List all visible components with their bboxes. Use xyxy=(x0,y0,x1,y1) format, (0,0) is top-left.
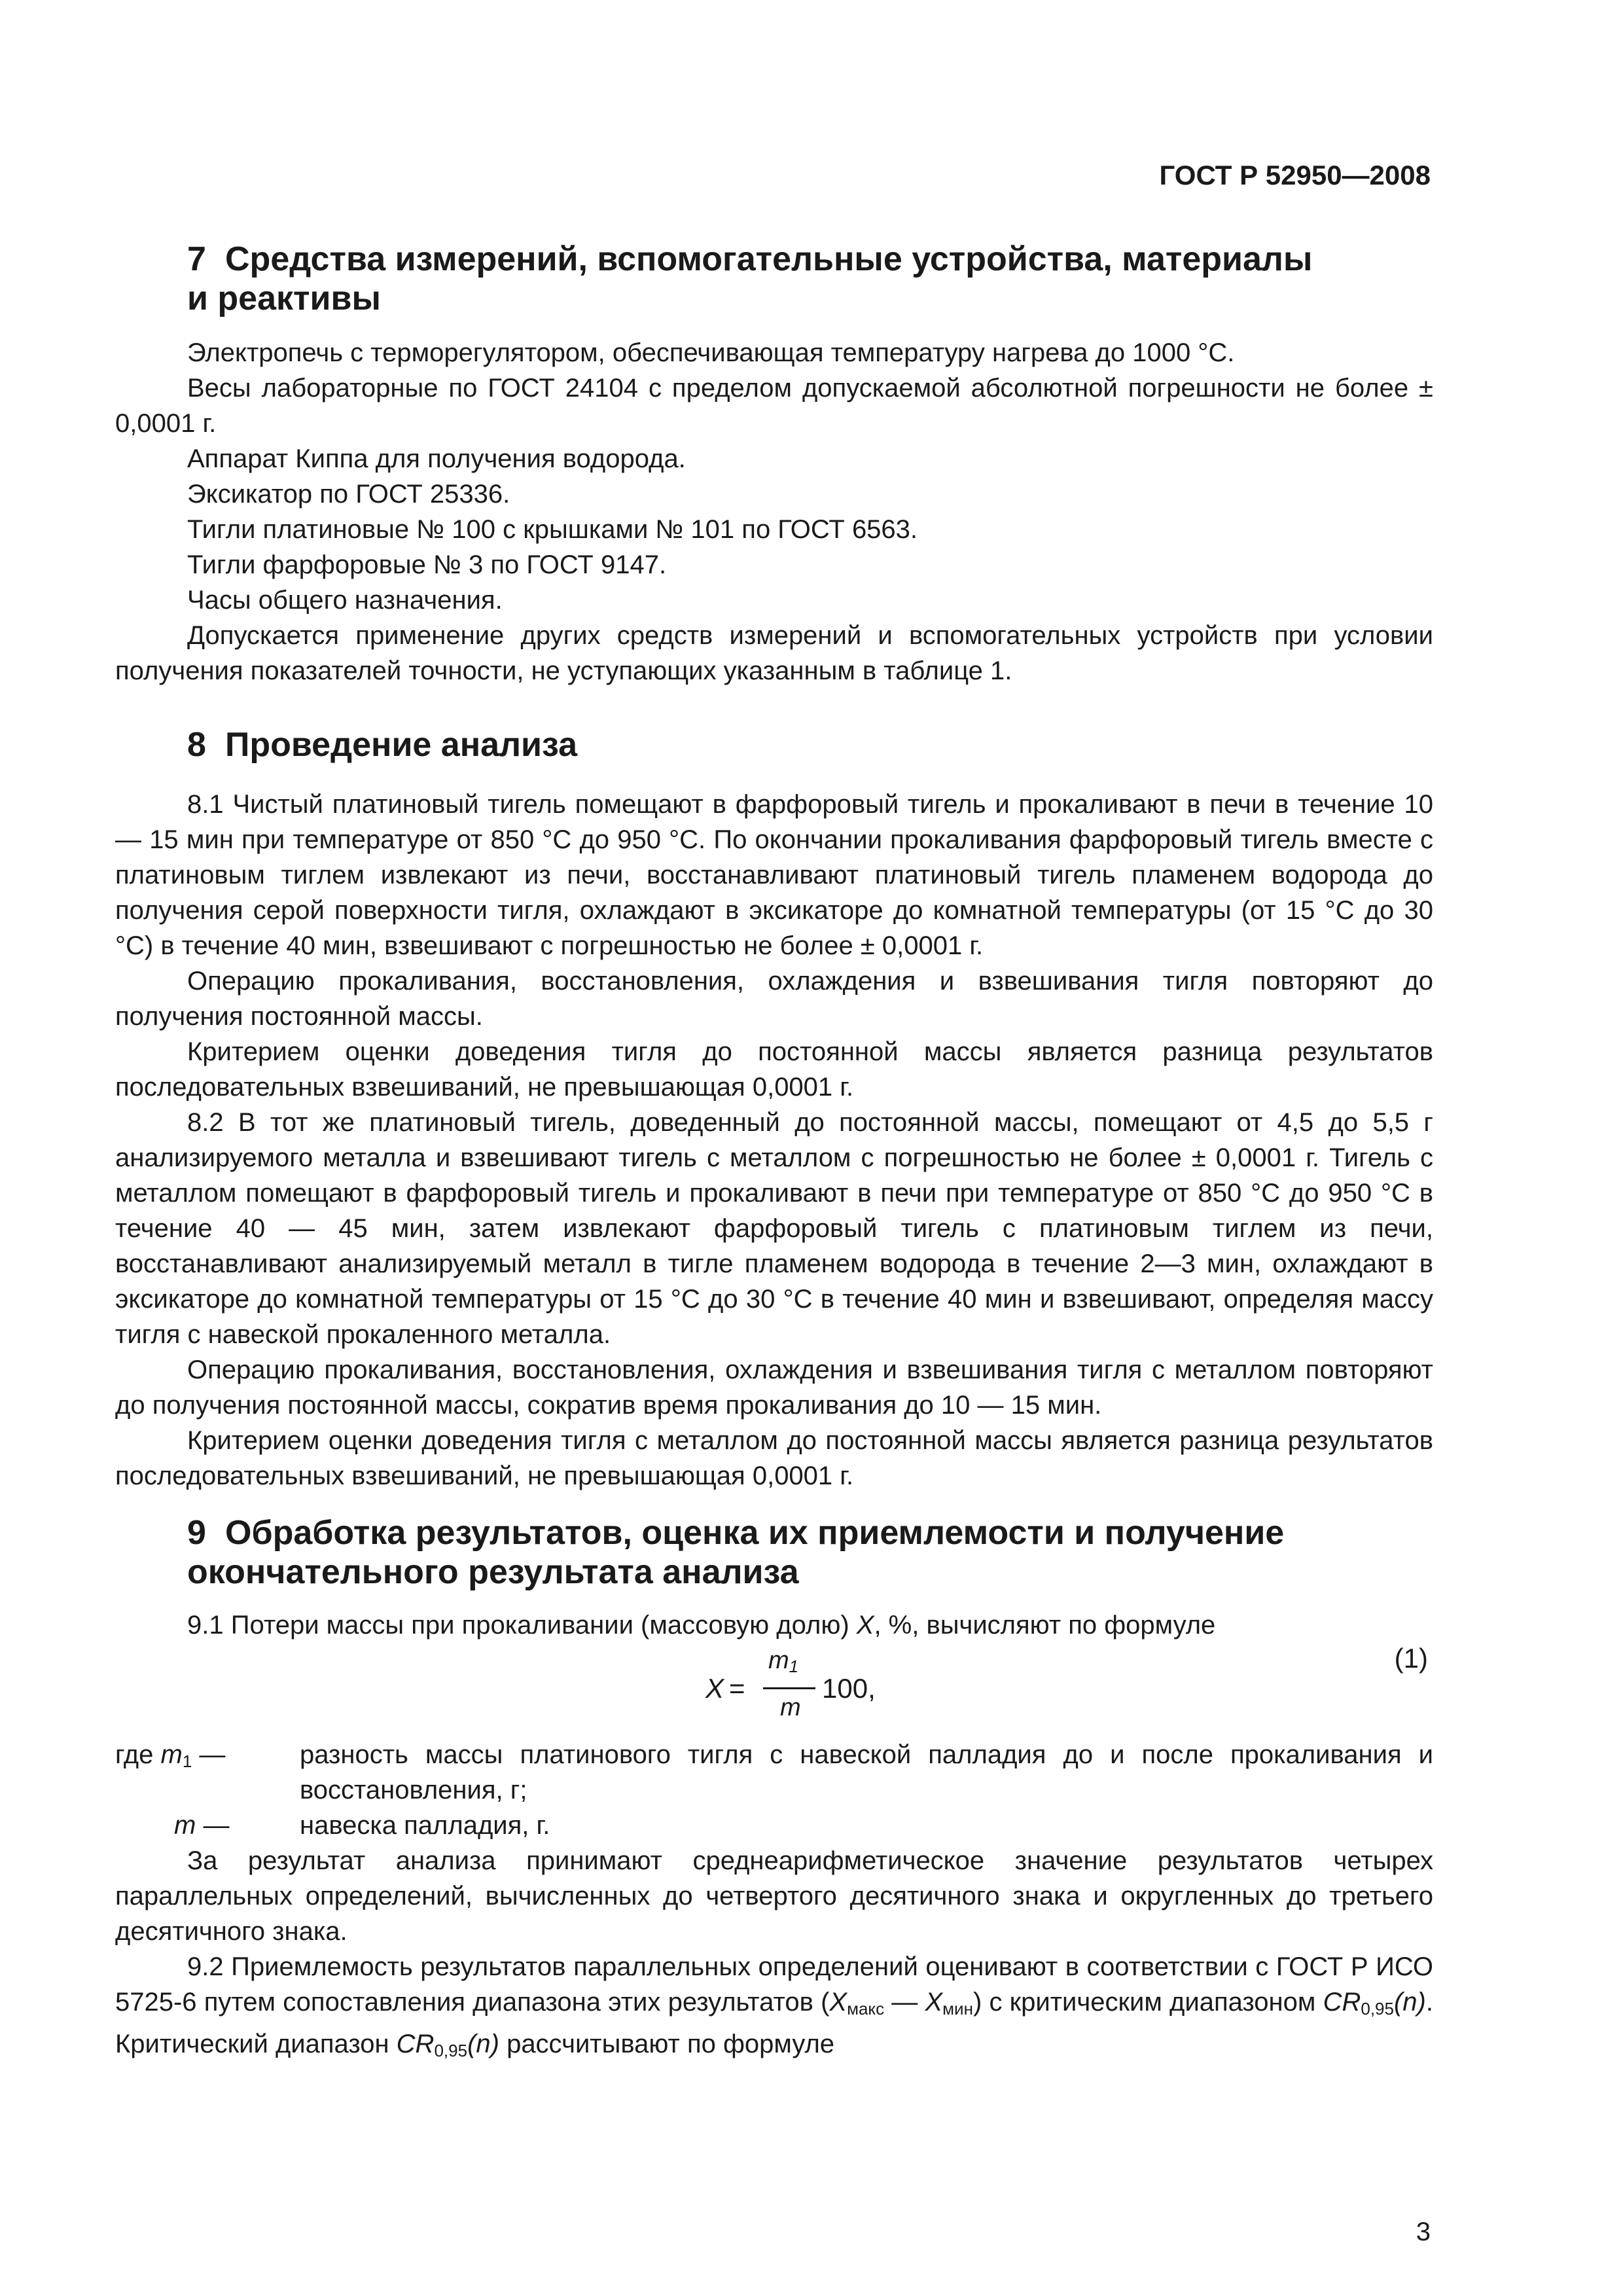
variable: X xyxy=(856,1611,874,1640)
dash: — xyxy=(192,1740,226,1769)
definition-row xyxy=(115,1808,1433,1843)
variable: m xyxy=(160,1740,183,1769)
paragraph: Операцию прокаливания, восстановления, охлаждения и взвешивания тигля с металлом повторяют до получения постоянной массы, сократив время прокаливания до 10 — 15 мин. xyxy=(115,1355,1433,1420)
paragraph: Критерием оценки доведения тигля с металлом до постоянной массы является разница результатов последовательных взвешиваний, не превышающая 0,0001 г. xyxy=(115,1426,1433,1490)
variable: (n) xyxy=(1393,1988,1426,2017)
formula-factor: 100, xyxy=(822,1673,876,1704)
variable: m xyxy=(174,1811,196,1840)
definition-text: разность массы платинового тигля с навеской палладия до и после прокаливания и восстановления, г; xyxy=(300,1740,1433,1804)
paragraph: 8.2 В тот же платиновый тигель, доведенный до постоянной массы, помещают от 4,5 до 5,5 г анализируемого металла и взвешивают тигель с металлом с погрешностью не более ± 0,0001 г. Тигель с металлом помещают в фарфоровый тигель и прокаливают в печи при температуре от 850 °С до 950 °С в течение 40 — 45 мин, затем извлекают фарфоровый тигель с платиновым тиглем из печи, восстанавливают анализируемый металл в тигле пламенем водорода в течение 2—3 мин, охлаждают в эксикаторе до комнатной температуры от 15 °С до 30 °С в течение 40 мин и взвешивают, определяя массу тигля с навеской прокаленного металла. xyxy=(115,1108,1433,1349)
section-number: 8 xyxy=(187,726,206,764)
dash: — xyxy=(884,1988,925,2017)
text-run: где xyxy=(115,1740,161,1769)
section-title-line: Средства измерений, вспомогательные устройства, материалы xyxy=(225,240,1313,278)
subscript: макс xyxy=(847,1999,885,2018)
definition-term xyxy=(115,1737,300,1779)
text-run: ) с критическим диапазоном xyxy=(972,1988,1323,2017)
section-9-body xyxy=(115,1607,1433,2068)
paragraph: Допускается применение других средств измерений и вспомогательных устройств при условии получения показателей точности, не уступающих указанным в таблице 1. xyxy=(115,621,1433,685)
paragraph: За результат анализа принимают среднеарифметическое значение результатов четырех параллельных определений, вычисленных до четвертого десятичного знака и округленных до третьего десятичного знака. xyxy=(115,1846,1433,1946)
section-title-line: Обработка результатов, оценка их приемлемости и получение xyxy=(225,1514,1285,1552)
section-number: 9 xyxy=(187,1514,206,1552)
variable: (n) xyxy=(467,2030,499,2058)
formula-number: (1) xyxy=(1394,1643,1428,1674)
formula-equals: = xyxy=(729,1673,745,1704)
subscript: 1 xyxy=(182,1751,192,1771)
section-title-line: и реактивы xyxy=(187,279,381,317)
paragraph: Тигли платиновые № 100 с крышками № 101 по ГОСТ 6563. xyxy=(187,515,918,544)
section-title-line: окончательного результата анализа xyxy=(187,1553,799,1591)
paragraph: Часы общего назначения. xyxy=(187,586,503,615)
text-run: 9.2 Приемлемость результатов параллельных определений оценивают в соответствии с ГОСТ Р ИСО 5725-6 путем сопоставления диапазона этих результатов ( xyxy=(115,1952,1433,2017)
formula-1 xyxy=(115,1643,1433,1737)
subscript: 0,95 xyxy=(1361,1999,1394,2018)
text-run: . Критический диапазон xyxy=(115,1988,1433,2058)
paragraph: 8.1 Чистый платиновый тигель помещают в фарфоровый тигель и прокаливают в печи в течение 10 — 15 мин при температуре от 850 °С до 950 °С. По окончании прокаливания фарфоровый тигель вместе с платиновым тиглем извлекают из печи, восстанавливают платиновый тигель пламенем водорода до получения серой поверхности тигля, охлаждают в эксикаторе до комнатной температуры (от 15 °С до 30 °С) в течение 40 мин, взвешивают с погрешностью не более ± 0,0001 г. xyxy=(115,790,1433,960)
variable: X xyxy=(925,1988,943,2017)
section-title-line: Проведение анализа xyxy=(225,726,578,764)
section-7-title xyxy=(187,240,1431,318)
paragraph-9-1 xyxy=(115,1607,1433,1643)
text-run: рассчитывают по формуле xyxy=(499,2030,835,2058)
text-run: 9.1 Потери массы при прокаливании (массовую долю) xyxy=(187,1611,857,1640)
definition-term xyxy=(174,1808,300,1843)
paragraph: Эксикатор по ГОСТ 25336. xyxy=(187,480,510,509)
text-run: , %, вычисляют по формуле xyxy=(874,1611,1216,1640)
definition-row xyxy=(115,1737,1433,1808)
dash: — xyxy=(196,1811,230,1840)
numerator-subscript: 1 xyxy=(789,1657,799,1676)
standard-header: ГОСТ Р 52950—2008 xyxy=(1159,160,1431,190)
page-number: 3 xyxy=(1416,2217,1431,2246)
section-number: 7 xyxy=(187,240,206,278)
paragraph: Электропечь с терморегулятором, обеспечивающая температуру нагрева до 1000 °С. xyxy=(187,338,1235,367)
variable: CR xyxy=(1323,1988,1361,2017)
formula-numerator xyxy=(768,1647,798,1677)
paragraph: Аппарат Киппа для получения водорода. xyxy=(187,444,686,473)
paragraph: Весы лабораторные по ГОСТ 24104 с пределом допускаемой абсолютной погрешности не более ± 0,0001 г. xyxy=(115,374,1433,438)
definition-text: навеска палладия, г. xyxy=(300,1811,550,1840)
paragraph: Операцию прокаливания, восстановления, охлаждения и взвешивания тигля повторяют до получения постоянной массы. xyxy=(115,967,1433,1031)
where-definitions xyxy=(115,1737,1433,1843)
paragraph: Критерием оценки доведения тигля до постоянной массы является разница результатов последовательных взвешиваний, не превышающая 0,0001 г. xyxy=(115,1037,1433,1102)
paragraph: Тигли фарфоровые № 3 по ГОСТ 9147. xyxy=(187,550,667,579)
section-8-title xyxy=(187,725,1431,764)
fraction-bar xyxy=(763,1687,815,1689)
subscript: мин xyxy=(942,1999,973,2018)
formula-lhs: X xyxy=(705,1673,724,1704)
section-9-title xyxy=(187,1513,1431,1592)
paragraph-9-2 xyxy=(115,1949,1433,2068)
formula-denominator: m xyxy=(780,1694,801,1721)
variable: CR xyxy=(396,2030,435,2058)
numerator-var: m xyxy=(768,1647,789,1674)
section-8-body xyxy=(115,787,1433,1494)
section-7-body xyxy=(115,335,1433,689)
subscript: 0,95 xyxy=(434,2041,468,2060)
variable: X xyxy=(829,1988,847,2017)
